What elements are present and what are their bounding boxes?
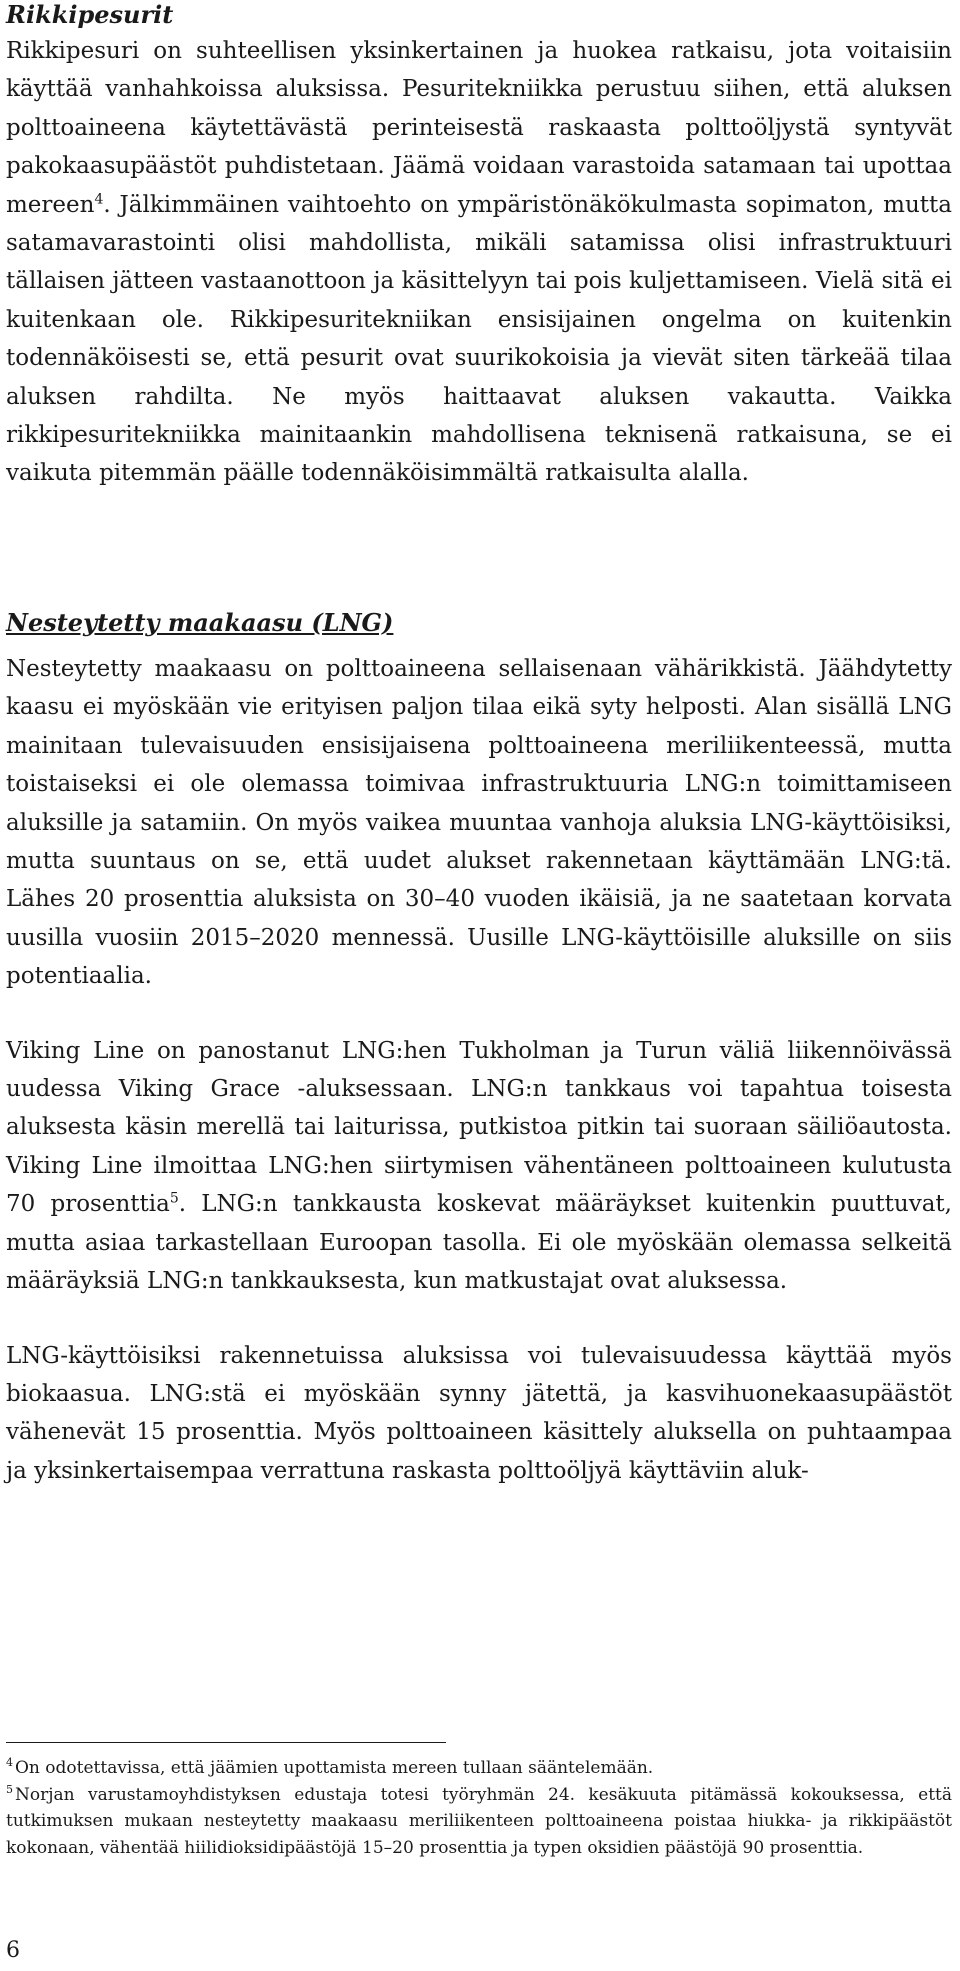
heading-lng: Nesteytetty maakaasu (LNG) — [6, 608, 394, 637]
section-rikkipesurit — [6, 0, 952, 493]
footnote-text: On odotettavissa, että jäämien upottamista mereen tullaan sääntelemään. — [15, 1758, 654, 1778]
footnote-4 — [6, 1755, 952, 1782]
paragraph-lng-3: LNG-käyttöisiksi rakennetuissa aluksissa voi tulevaisuudessa käyttää myös biokaasua. LNG:stä ei myöskään synny jätettä, ja kasvihuonekaasupäästöt vähenevät 15 prosenttia. Myös polttoaineen käsittely aluksella on puhtaampaa ja yksinkertaisempaa verrattuna raskasta polttoöljyä käyttäviin aluk- — [6, 1342, 952, 1484]
text-run: Rikkipesuri on suhteellisen yksinkertainen ja huokea ratkaisu, jota voitaisiin käyttää vanhahkoissa aluksissa. Pesuritekniikka perustuu siihen, että aluksen polttoaineena käytettävästä perinteisestä raskaasta polttoöljystä syntyvät pakokaasupäästöt puhdistetaan. Jäämä voidaan varastoida satamaan tai upottaa mereen — [6, 38, 952, 218]
footnote-ref-4[interactable]: 4 — [94, 190, 104, 207]
section-lng — [6, 608, 952, 1490]
footnote-number: 4 — [6, 1756, 13, 1770]
heading-rikkipesurit: Rikkipesurit — [6, 0, 174, 29]
paragraph-lng-1: Nesteytetty maakaasu on polttoaineena sellaisenaan vähärikkistä. Jäähdytetty kaasu ei myöskään vie erityisen paljon tilaa eikä syty helposti. Alan sisällä LNG mainitaan tulevaisuuden ensisijaisena polttoaineena meriliikenteessä, mutta toistaiseksi ei ole olemassa toimivaa infrastruktuuria LNG:n toimittamiseen aluksille ja satamiin. On myös vaikea muuntaa vanhoja aluksia LNG-käyttöisiksi, mutta suuntaus on se, että uudet alukset rakennetaan käyttämään LNG:tä. Lähes 20 prosenttia aluksista on 30–40 vuoden ikäisiä, ja ne saatetaan korvata uusilla vuosiin 2015–2020 mennessä. Uusille LNG-käyttöisille aluksille on siis potentiaalia. — [6, 656, 952, 990]
text-run: . Jälkimmäinen vaihtoehto on ympäristönäkökulmasta sopimaton, mutta satamavarastointi olisi mahdollista, mikäli satamissa olisi infrastruktuuri tällaisen jätteen vastaanottoon ja käsittelyyn tai pois kuljettamiseen. Vielä sitä ei kuitenkaan ole. Rikkipesuritekniikan ensisijainen ongelma on kuitenkin todennäköisesti se, että pesurit ovat suurikokoisia ja vievät siten tärkeää tilaa aluksen rahdilta. Ne myös haittaavat aluksen vakautta. Vaikka rikkipesuritekniikka mainitaankin mahdollisena teknisenä ratkaisuna, se ei vaikuta pitemmän päälle todennäköisimmältä ratkaisulta alalla. — [6, 191, 952, 487]
footnotes — [6, 1755, 952, 1861]
footnote-separator — [6, 1742, 446, 1743]
page-number: 6 — [6, 1938, 20, 1963]
text-run: Viking Line on panostanut LNG:hen Tukholman ja Turun väliä liikennöivässä uudessa Viking Grace -aluksessaan. LNG:n tankkaus voi tapahtua toisesta aluksesta käsin merellä tai laiturissa, putkistoa pitkin tai suoraan säiliöautosta. Viking Line ilmoittaa LNG:hen siirtymisen vähentäneen polttoaineen kulutusta 70 prosenttia — [6, 1037, 952, 1218]
footnote-5 — [6, 1782, 952, 1862]
paragraph-lng-2 — [6, 1032, 952, 1301]
footnote-text: Norjan varustamoyhdistyksen edustaja totesi työryhmän 24. kesäkuuta pitämässä kokouksessa, että tutkimuksen mukaan nesteytetty maakaasu meriliikenteen polttoaineena poistaa hiukka- ja rikkipäästöt kokonaan, vähentää hiilidioksidipäästöjä 15–20 prosenttia ja typen oksidien päästöjä 90 prosenttia. — [6, 1784, 952, 1858]
footnote-number: 5 — [6, 1782, 13, 1796]
text-run: . LNG:n tankkausta koskevat määräykset kuitenkin puuttuvat, mutta asiaa tarkastellaan Euroopan tasolla. Ei ole myöskään olemassa selkeitä määräyksiä LNG:n tankkauksesta, kun matkustajat ovat aluksessa. — [6, 1191, 952, 1295]
footnote-ref-5[interactable]: 5 — [169, 1190, 179, 1207]
paragraph-rikkipesurit — [6, 32, 952, 493]
